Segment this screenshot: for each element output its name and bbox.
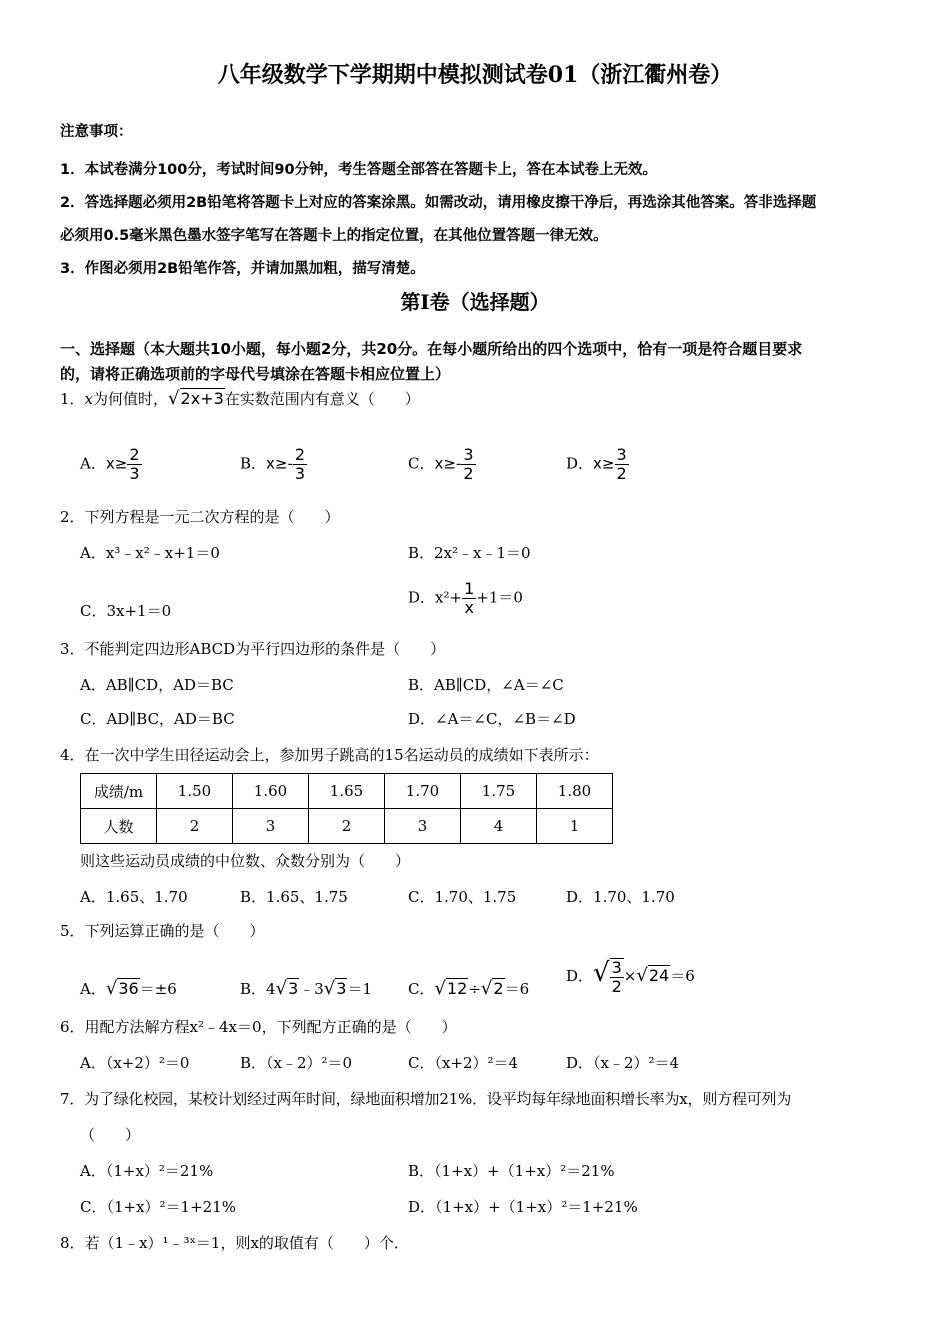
part1-line1: 一、选择题（本大题共10小题，每小题2分，共20分。在每小题所给出的四个选项中，恰有一项是符合题目要求 <box>60 340 803 358</box>
question-4-option-c[interactable]: C．1.70、1.75 <box>408 888 517 906</box>
table-header-row <box>81 774 613 809</box>
question-1-stem: 1．x为何值时，√2x+3在实数范围内有意义（ ） <box>60 388 420 409</box>
table-cell: 1.65 <box>309 774 385 809</box>
question-7-option-b[interactable]: B．（1+x）+（1+x）²＝21% <box>408 1162 615 1180</box>
table-cell: 1.70 <box>385 774 461 809</box>
table-cell: 人数 <box>81 809 157 844</box>
question-7-option-a[interactable]: A．（1+x）²＝21% <box>80 1162 214 1180</box>
table-cell: 4 <box>461 809 537 844</box>
question-3-option-c[interactable]: C．AD∥BC，AD＝BC <box>80 710 235 728</box>
question-3-option-d[interactable]: D．∠A＝∠C，∠B＝∠D <box>408 710 576 728</box>
table-cell: 成绩/m <box>81 774 157 809</box>
question-4-option-b[interactable]: B．1.65、1.75 <box>240 888 348 906</box>
question-2-stem: 2．下列方程是一元二次方程的是（ ） <box>60 508 340 526</box>
question-1-option-b[interactable]: B．x≥- $\frac{2}{3}$ <box>240 445 306 483</box>
question-6-option-a[interactable]: A．（x+2）²＝0 <box>80 1054 190 1072</box>
question-4-option-d[interactable]: D．1.70、1.70 <box>566 888 675 906</box>
question-6-stem: 6．用配方法解方程x²﹣4x＝0，下列配方正确的是（ ） <box>60 1018 457 1036</box>
notice-item-3: 3．作图必须用2B铅笔作答，并请加黑加粗，描写清楚。 <box>60 261 425 277</box>
question-4-stem: 4．在一次中学生田径运动会上，参加男子跳高的15名运动员的成绩如下表所示： <box>60 746 599 764</box>
question-7-option-c[interactable]: C．（1+x）²＝1+21% <box>80 1198 237 1216</box>
question-3-option-b[interactable]: B．AB∥CD，∠A＝∠C <box>408 676 564 694</box>
question-5-option-b[interactable]: B．4√3﹣3√3＝1 <box>240 978 373 999</box>
table-cell: 1.80 <box>537 774 613 809</box>
question-5-option-a[interactable]: A．√36＝±6 <box>80 978 177 999</box>
question-2-option-a[interactable]: A．x³﹣x²﹣x+1＝0 <box>80 544 220 562</box>
question-1-option-a[interactable]: A．x≥ $\frac{2}{3}$ <box>80 445 140 483</box>
question-6-option-d[interactable]: D．（x﹣2）²＝4 <box>566 1054 680 1072</box>
question-2-option-b[interactable]: B．2x²﹣x﹣1＝0 <box>408 544 531 562</box>
question-4-question: 则这些运动员成绩的中位数、众数分别为（ ） <box>80 852 411 870</box>
table-cell: 1.60 <box>233 774 309 809</box>
notice-item-1: 1．本试卷满分100分，考试时间90分钟，考生答题全部答在答题卡上，答在本试卷上无效。 <box>60 162 658 178</box>
question-5-option-d[interactable]: D．√ $\frac{3}{2}$ ×√24＝6 <box>566 958 695 996</box>
question-7-option-d[interactable]: D．（1+x）+（1+x）²＝1+21% <box>408 1198 638 1216</box>
table-cell: 1.50 <box>157 774 233 809</box>
question-4-option-a[interactable]: A．1.65、1.70 <box>80 888 188 906</box>
question-1-option-c[interactable]: C．x≥- $\frac{3}{2}$ <box>408 445 474 483</box>
question-7-paren: （ ） <box>80 1126 141 1144</box>
question-6-option-b[interactable]: B．（x﹣2）²＝0 <box>240 1054 353 1072</box>
table-cell: 2 <box>309 809 385 844</box>
part1-line2: 的，请将正确选项前的字母代号填涂在答题卡相应位置上） <box>60 365 451 383</box>
question-2-option-c[interactable]: C．3x+1＝0 <box>80 602 172 620</box>
section-title: 第Ⅰ卷（选择题） <box>400 290 550 314</box>
scores-table <box>80 773 613 844</box>
question-5-stem: 5．下列运算正确的是（ ） <box>60 922 265 940</box>
table-cell: 3 <box>233 809 309 844</box>
table-cell: 1 <box>537 809 613 844</box>
notice-item-2a: 2．答选择题必须用2B铅笔将答题卡上对应的答案涂黑。如需改动，请用橡皮擦干净后，再选涂其他答案。答非选择题 <box>60 195 817 211</box>
question-8-stem: 8．若（1﹣x）¹﹣³ˣ＝1，则x的取值有（ ）个． <box>60 1234 409 1252</box>
table-cell: 3 <box>385 809 461 844</box>
question-2-option-d[interactable]: D．x²+ $\frac{1}{x}$ +1＝0 <box>408 579 523 617</box>
notice-heading: 注意事项： <box>60 124 133 140</box>
question-6-option-c[interactable]: C．（x+2）²＝4 <box>408 1054 519 1072</box>
question-3-stem: 3．不能判定四边形ABCD为平行四边形的条件是（ ） <box>60 640 446 658</box>
question-7-stem: 7．为了绿化校园，某校计划经过两年时间，绿地面积增加21%．设平均每年绿地面积增长率为x，则方程可列为 <box>60 1090 792 1108</box>
page-title: 八年级数学下学期期中模拟测试卷01（浙江衢州卷） <box>217 62 733 88</box>
table-row <box>81 809 613 844</box>
table-cell: 1.75 <box>461 774 537 809</box>
table-cell: 2 <box>157 809 233 844</box>
notice-item-2b: 必须用0.5毫米黑色墨水签字笔写在答题卡上的指定位置，在其他位置答题一律无效。 <box>60 228 608 244</box>
question-3-option-a[interactable]: A．AB∥CD，AD＝BC <box>80 676 234 694</box>
question-1-option-d[interactable]: D．x≥ $\frac{3}{2}$ <box>566 445 627 483</box>
question-5-option-c[interactable]: C．√12÷√2＝6 <box>408 978 530 999</box>
